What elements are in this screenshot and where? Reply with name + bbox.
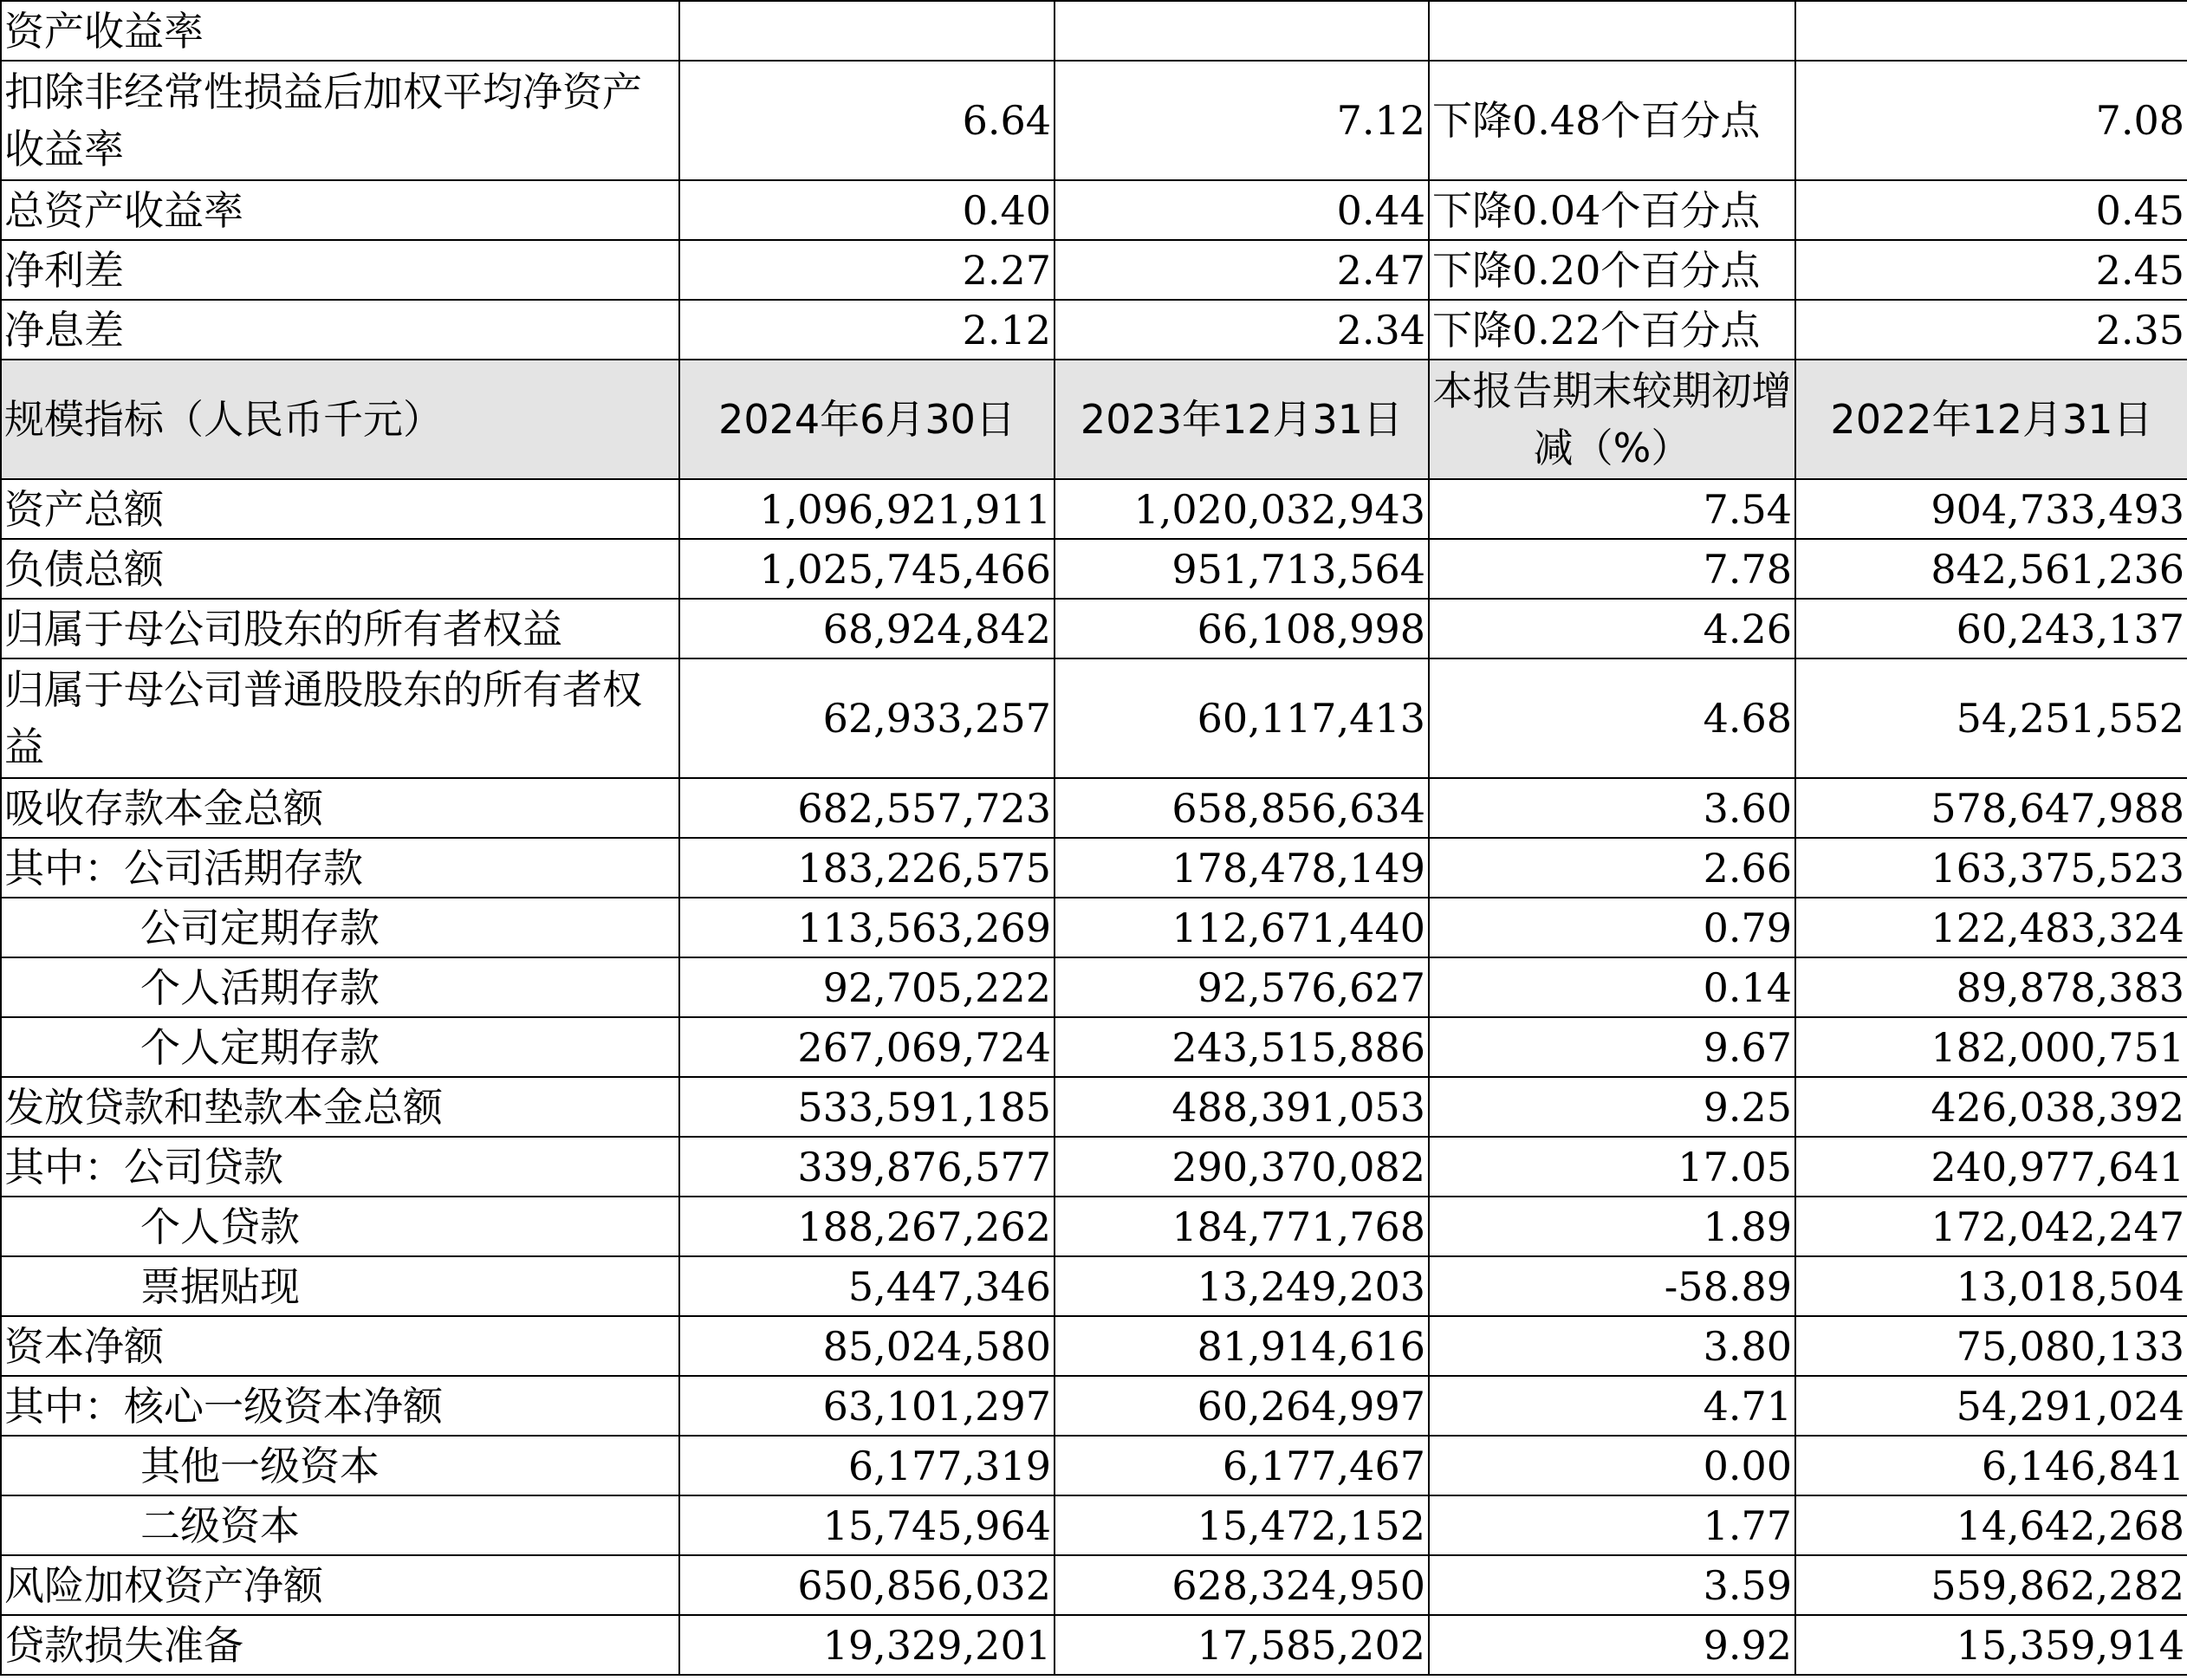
cell-change: 0.00: [1429, 1436, 1795, 1495]
row-label: 归属于母公司股东的所有者权益: [1, 599, 679, 658]
cell-2023-12-31: 15,472,152: [1055, 1495, 1429, 1555]
cell-change: 0.79: [1429, 898, 1795, 957]
row-label: 个人活期存款: [1, 957, 679, 1017]
cell-2023-12-31: 290,370,082: [1055, 1137, 1429, 1197]
cell-change: 4.71: [1429, 1376, 1795, 1436]
cell-2023-12-31: 658,856,634: [1055, 778, 1429, 838]
cell-2022-12-31: 15,359,914: [1795, 1615, 2187, 1675]
cell-change: 0.14: [1429, 957, 1795, 1017]
row-label: 个人定期存款: [1, 1017, 679, 1077]
cell-2022-12-31: 7.08: [1795, 61, 2187, 180]
row-label: 票据贴现: [1, 1256, 679, 1316]
cell-change: 4.26: [1429, 599, 1795, 658]
cell-2022-12-31: 842,561,236: [1795, 539, 2187, 599]
table-row: [1, 957, 2187, 1017]
table-row: [1, 898, 2187, 957]
row-label: 净利差: [1, 240, 679, 300]
row-label: 其中：公司活期存款: [1, 838, 679, 898]
table-row: [1, 61, 2187, 180]
cell-change: 9.67: [1429, 1017, 1795, 1077]
cell-change: 3.80: [1429, 1316, 1795, 1376]
cell-2022-12-31: 89,878,383: [1795, 957, 2187, 1017]
cell-2022-12-31: 54,291,024: [1795, 1376, 2187, 1436]
row-label: 风险加权资产净额: [1, 1555, 679, 1615]
row-label: 其中：公司贷款: [1, 1137, 679, 1197]
cell-change: 下降0.04个百分点: [1429, 180, 1795, 240]
header-2023-12-31: 2023年12月31日: [1055, 360, 1429, 479]
cell-2023-12-31: 243,515,886: [1055, 1017, 1429, 1077]
table-row: [1, 1495, 2187, 1555]
cell-2023-12-31: 66,108,998: [1055, 599, 1429, 658]
cell-2023-12-31: 92,576,627: [1055, 957, 1429, 1017]
table-row: [1, 1615, 2187, 1675]
cell-2023-12-31: 628,324,950: [1055, 1555, 1429, 1615]
table-row: [1, 778, 2187, 838]
row-label: 发放贷款和垫款本金总额: [1, 1077, 679, 1137]
header-2022-12-31: 2022年12月31日: [1795, 360, 2187, 479]
row-label: 贷款损失准备: [1, 1615, 679, 1675]
cell-2024-06-30: 85,024,580: [679, 1316, 1055, 1376]
row-label: 资产总额: [1, 479, 679, 539]
cell-2024-06-30: 267,069,724: [679, 1017, 1055, 1077]
row-label: 净息差: [1, 300, 679, 360]
cell-2024-06-30: 650,856,032: [679, 1555, 1055, 1615]
row-label: 负债总额: [1, 539, 679, 599]
cell-2024-06-30: 1,025,745,466: [679, 539, 1055, 599]
row-label: 吸收存款本金总额: [1, 778, 679, 838]
cell-2024-06-30: 62,933,257: [679, 658, 1055, 778]
table-row: [1, 1197, 2187, 1256]
cell-2022-12-31: 122,483,324: [1795, 898, 2187, 957]
cell-2024-06-30: 6,177,319: [679, 1436, 1055, 1495]
header-2024-06-30: 2024年6月30日: [679, 360, 1055, 479]
row-label: 归属于母公司普通股股东的所有者权益: [1, 658, 679, 778]
cell-2023-12-31: 2.34: [1055, 300, 1429, 360]
table-row: [1, 240, 2187, 300]
cell-2022-12-31: 904,733,493: [1795, 479, 2187, 539]
cell-2023-12-31: 60,264,997: [1055, 1376, 1429, 1436]
cell-2023-12-31: 6,177,467: [1055, 1436, 1429, 1495]
cell-2023-12-31: 17,585,202: [1055, 1615, 1429, 1675]
cell-2024-06-30: 2.27: [679, 240, 1055, 300]
table-row: [1, 1077, 2187, 1137]
cell-2024-06-30: 5,447,346: [679, 1256, 1055, 1316]
cell-2023-12-31: 81,914,616: [1055, 1316, 1429, 1376]
header-change-pct: 本报告期末较期初增减（%）: [1429, 360, 1795, 479]
cell-2022-12-31: 54,251,552: [1795, 658, 2187, 778]
cell-2024-06-30: 0.40: [679, 180, 1055, 240]
cell-2022-12-31: 172,042,247: [1795, 1197, 2187, 1256]
cell-2024-06-30: 533,591,185: [679, 1077, 1055, 1137]
cell-2023-12-31: 2.47: [1055, 240, 1429, 300]
cell-2024-06-30: 188,267,262: [679, 1197, 1055, 1256]
cell-change: 3.59: [1429, 1555, 1795, 1615]
table-row: [1, 1017, 2187, 1077]
cell-2024-06-30: 682,557,723: [679, 778, 1055, 838]
row-label: 其他一级资本: [1, 1436, 679, 1495]
cell-change: 7.78: [1429, 539, 1795, 599]
header-scale-label: 规模指标（人民币千元）: [1, 360, 679, 479]
cell-change: 1.77: [1429, 1495, 1795, 1555]
row-label: 总资产收益率: [1, 180, 679, 240]
cell-2024-06-30: 63,101,297: [679, 1376, 1055, 1436]
cell-change: 4.68: [1429, 658, 1795, 778]
cell-change: 9.25: [1429, 1077, 1795, 1137]
cell-2023-12-31: [1055, 1, 1429, 61]
cell-2024-06-30: 183,226,575: [679, 838, 1055, 898]
cell-change: [1429, 1, 1795, 61]
cell-2024-06-30: 2.12: [679, 300, 1055, 360]
cell-2022-12-31: 426,038,392: [1795, 1077, 2187, 1137]
cell-2023-12-31: 488,391,053: [1055, 1077, 1429, 1137]
cell-2023-12-31: 13,249,203: [1055, 1256, 1429, 1316]
cell-change: 下降0.20个百分点: [1429, 240, 1795, 300]
cell-change: 2.66: [1429, 838, 1795, 898]
cell-2024-06-30: 6.64: [679, 61, 1055, 180]
cell-change: 3.60: [1429, 778, 1795, 838]
cell-2022-12-31: 578,647,988: [1795, 778, 2187, 838]
cell-2024-06-30: 68,924,842: [679, 599, 1055, 658]
cell-2022-12-31: 182,000,751: [1795, 1017, 2187, 1077]
table-row: [1, 1256, 2187, 1316]
cell-2023-12-31: 7.12: [1055, 61, 1429, 180]
table-row: [1, 539, 2187, 599]
cell-2024-06-30: 15,745,964: [679, 1495, 1055, 1555]
cell-2022-12-31: 60,243,137: [1795, 599, 2187, 658]
cell-2024-06-30: 113,563,269: [679, 898, 1055, 957]
cell-2023-12-31: 112,671,440: [1055, 898, 1429, 957]
cell-change: 1.89: [1429, 1197, 1795, 1256]
row-label: 资产收益率: [1, 1, 679, 61]
table-row: [1, 1, 2187, 61]
table-row: [1, 1376, 2187, 1436]
table-row: [1, 479, 2187, 539]
cell-2022-12-31: 163,375,523: [1795, 838, 2187, 898]
cell-2023-12-31: 0.44: [1055, 180, 1429, 240]
row-label: 二级资本: [1, 1495, 679, 1555]
cell-2022-12-31: 240,977,641: [1795, 1137, 2187, 1197]
table-row: [1, 838, 2187, 898]
cell-2022-12-31: 0.45: [1795, 180, 2187, 240]
cell-2023-12-31: 1,020,032,943: [1055, 479, 1429, 539]
cell-2024-06-30: 92,705,222: [679, 957, 1055, 1017]
cell-change: -58.89: [1429, 1256, 1795, 1316]
cell-change: 7.54: [1429, 479, 1795, 539]
cell-2022-12-31: 13,018,504: [1795, 1256, 2187, 1316]
cell-change: 9.92: [1429, 1615, 1795, 1675]
cell-change: 下降0.22个百分点: [1429, 300, 1795, 360]
cell-2022-12-31: 559,862,282: [1795, 1555, 2187, 1615]
table-row: [1, 599, 2187, 658]
row-label: 公司定期存款: [1, 898, 679, 957]
table-row: [1, 658, 2187, 778]
cell-2022-12-31: 2.35: [1795, 300, 2187, 360]
cell-2024-06-30: [679, 1, 1055, 61]
cell-2022-12-31: 2.45: [1795, 240, 2187, 300]
cell-2024-06-30: 1,096,921,911: [679, 479, 1055, 539]
table-row: [1, 1137, 2187, 1197]
cell-2022-12-31: 6,146,841: [1795, 1436, 2187, 1495]
cell-2022-12-31: 14,642,268: [1795, 1495, 2187, 1555]
cell-2023-12-31: 184,771,768: [1055, 1197, 1429, 1256]
row-label: 资本净额: [1, 1316, 679, 1376]
cell-2022-12-31: 75,080,133: [1795, 1316, 2187, 1376]
cell-2024-06-30: 339,876,577: [679, 1137, 1055, 1197]
cell-2024-06-30: 19,329,201: [679, 1615, 1055, 1675]
cell-2023-12-31: 178,478,149: [1055, 838, 1429, 898]
cell-change: 17.05: [1429, 1137, 1795, 1197]
cell-2022-12-31: [1795, 1, 2187, 61]
table-row: [1, 300, 2187, 360]
table-row: [1, 180, 2187, 240]
row-label: 其中：核心一级资本净额: [1, 1376, 679, 1436]
cell-2023-12-31: 60,117,413: [1055, 658, 1429, 778]
row-label: 个人贷款: [1, 1197, 679, 1256]
cell-change: 下降0.48个百分点: [1429, 61, 1795, 180]
table-row: [1, 1316, 2187, 1376]
cell-2023-12-31: 951,713,564: [1055, 539, 1429, 599]
row-label: 扣除非经常性损益后加权平均净资产收益率: [1, 61, 679, 180]
scale-header-row: [1, 360, 2187, 479]
table-row: [1, 1555, 2187, 1615]
table-row: [1, 1436, 2187, 1495]
